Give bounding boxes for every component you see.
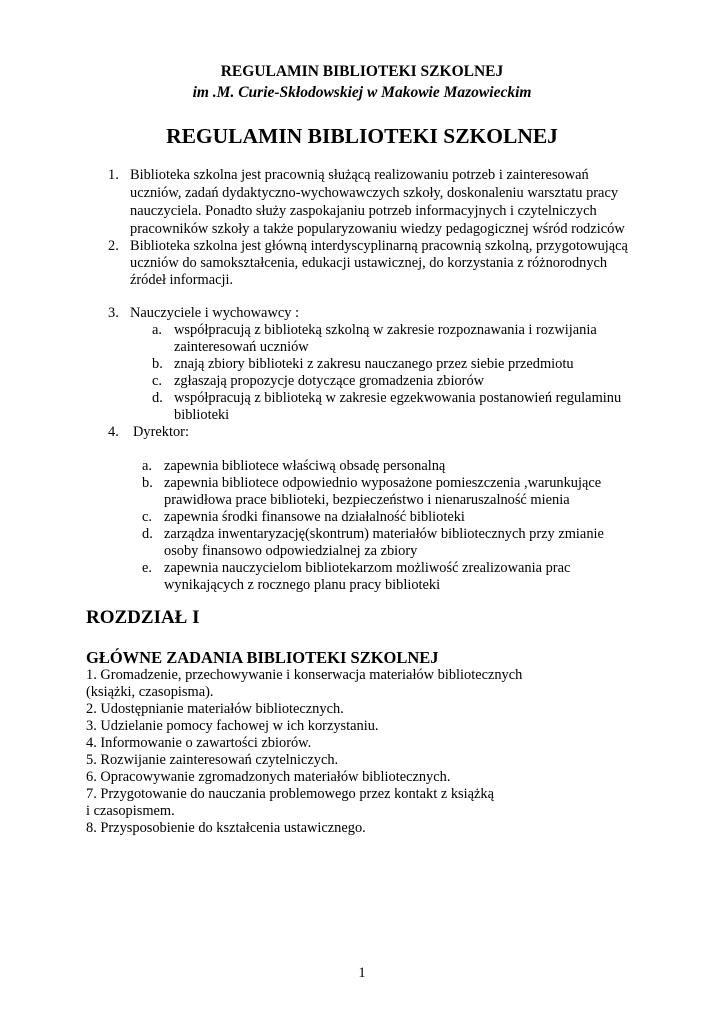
sublist-item-line: współpracują z biblioteką w zakresie egzekwowania postanowień regulaminu: [174, 390, 622, 406]
task-line: 7. Przygotowanie do nauczania problemowego przez kontakt z książką: [86, 786, 494, 802]
header-title: REGULAMIN BIBLIOTEKI SZKOLNEJ: [220, 63, 504, 80]
sublist-letter: b.: [142, 475, 153, 491]
task-line: 3. Udzielanie pomocy fachowej w ich korzystaniu.: [86, 718, 379, 734]
task-line: 1. Gromadzenie, przechowywanie i konserwacja materiałów bibliotecznych: [86, 667, 523, 683]
sublist-letter: e.: [142, 560, 152, 576]
task-line: i czasopismem.: [86, 803, 175, 819]
sublist-letter: c.: [152, 373, 162, 389]
header-subtitle: im .M. Curie-Skłodowskiej w Makowie Mazowieckim: [192, 84, 532, 101]
main-title: REGULAMIN BIBLIOTEKI SZKOLNEJ: [166, 124, 558, 148]
list-number-2: 2.: [108, 238, 119, 254]
task-line: 8. Przysposobienie do kształcenia ustawicznego.: [86, 820, 366, 836]
list-number-1: 1.: [108, 167, 119, 183]
sublist-item-line: zapewnia bibliotece odpowiednio wyposażone pomieszczenia ,warunkujące: [164, 475, 602, 491]
list-item-1-line: nauczyciela. Ponadto służy zaspokajaniu potrzeb informacyjnych i czytelniczych: [130, 203, 597, 219]
task-line: 5. Rozwijanie zainteresowań czytelniczych.: [86, 752, 339, 768]
sublist-item-line: zapewnia bibliotece właściwą obsadę personalną: [164, 458, 446, 474]
sublist-item-line: znają zbiory biblioteki z zakresu nauczanego przez siebie przedmiotu: [174, 356, 574, 372]
list-item-1-line: Biblioteka szkolna jest pracownią służącą realizowaniu potrzeb i zainteresowań: [130, 167, 589, 183]
sublist-letter: d.: [152, 390, 163, 406]
list-item-2-line: źródeł informacji.: [130, 272, 234, 288]
sublist-letter: c.: [142, 509, 152, 525]
sublist-letter: d.: [142, 526, 153, 542]
sublist-item-line: zapewnia środki finansowe na działalność biblioteki: [164, 509, 465, 525]
sublist-letter: a.: [142, 458, 152, 474]
sublist-item-line: prawidłowa prace biblioteki, bezpieczeństwo i nienaruszalność mienia: [164, 492, 570, 508]
list-item-2-line: Biblioteka szkolna jest główną interdyscyplinarną pracownią szkolną, przygotowującą: [130, 238, 628, 254]
sublist-letter: b.: [152, 356, 163, 372]
task-line: 6. Opracowywanie zgromadzonych materiałów bibliotecznych.: [86, 769, 451, 785]
list-item-1-line: uczniów, zadań dydaktyczno-wychowawczych szkoły, doskonaleniu warsztatu pracy: [130, 185, 619, 201]
list-number-4: 4.: [108, 424, 119, 440]
teachers-label: Nauczyciele i wychowawcy :: [130, 305, 300, 321]
list-number-3: 3.: [108, 305, 119, 321]
sublist-letter: a.: [152, 322, 162, 338]
task-line: (książki, czasopisma).: [86, 684, 214, 700]
sublist-item-line: biblioteki: [174, 407, 230, 423]
page-number: 1: [358, 965, 366, 981]
task-line: 4. Informowanie o zawartości zbiorów.: [86, 735, 312, 751]
sublist-item-line: zarządza inwentaryzację(skontrum) materiałów bibliotecznych przy zmianie: [164, 526, 604, 542]
sublist-item-line: osoby finansowo odpowiedzialnej za zbiory: [164, 543, 418, 559]
list-item-2-line: uczniów do samokształcenia, edukacji ustawicznej, do korzystania z różnorodnych: [130, 255, 608, 271]
list-item-1-line: pracowników szkoły a także popularyzowaniu wiedzy pedagogicznej wśród rodziców: [130, 221, 625, 237]
sublist-item-line: zainteresowań uczniów: [174, 339, 309, 355]
sublist-item-line: zapewnia nauczycielom bibliotekarzom możliwość zrealizowania prac: [164, 560, 571, 576]
sublist-item-line: współpracują z biblioteką szkolną w zakresie rozpoznawania i rozwijania: [174, 322, 597, 338]
sublist-item-line: wynikających z rocznego planu pracy biblioteki: [164, 577, 441, 593]
task-line: 2. Udostępnianie materiałów bibliotecznych.: [86, 701, 344, 717]
director-label: Dyrektor:: [133, 424, 189, 440]
chapter-heading: ROZDZIAŁ I: [86, 607, 200, 628]
section-heading: GŁÓWNE ZADANIA BIBLIOTEKI SZKOLNEJ: [86, 648, 439, 667]
sublist-item-line: zgłaszają propozycje dotyczące gromadzenia zbiorów: [174, 373, 485, 389]
